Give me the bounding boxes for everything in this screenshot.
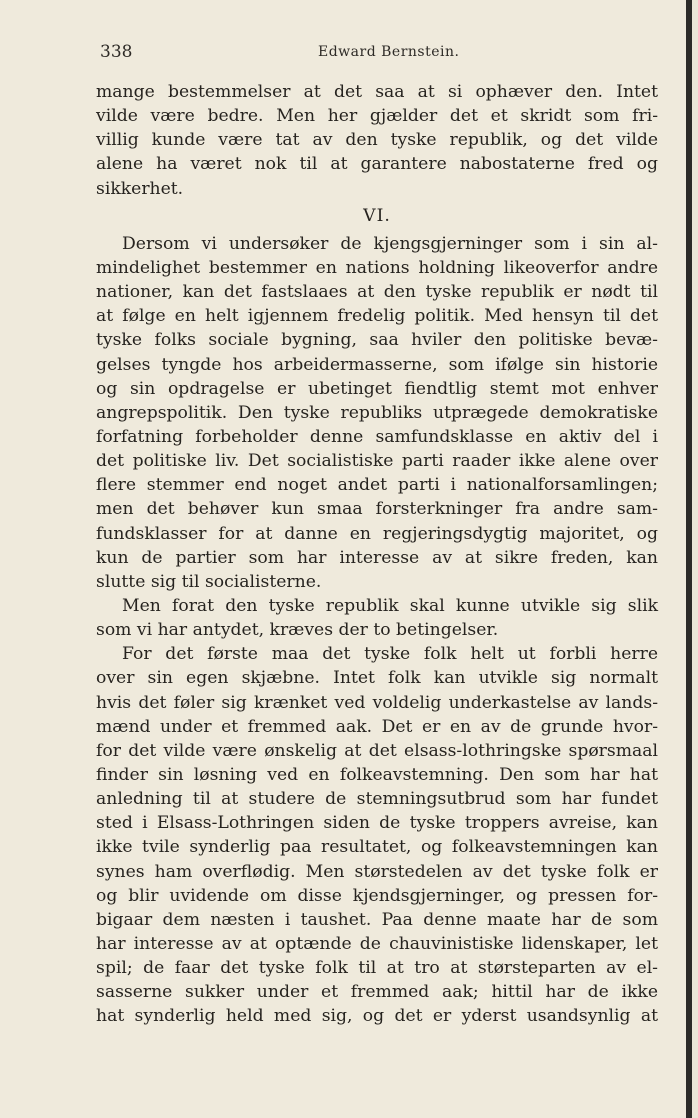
text-line: hat synderlig held med sig, og det er yderst usandsynlig at (96, 1006, 658, 1027)
text-line: Men forat den tyske republik skal kunne utvikle sig slik (122, 595, 658, 616)
text-line: slutte sig til socialisterne. (96, 571, 322, 592)
page-header (100, 42, 660, 66)
text-line: mindelighet bestemmer en nations holdning likeoverfor andre (96, 257, 658, 278)
text-line: gelses tyngde hos arbeidermasserne, som ifølge sin historie (96, 354, 658, 375)
page-body (96, 80, 658, 1028)
text-line: flere stemmer end noget andet parti i nationalforsamlingen; (96, 475, 658, 496)
text-line: bigaar dem næsten i taushet. Paa denne maate har de som (96, 909, 658, 930)
text-line: anledning til at studere de stemningsutbrud som har fundet (96, 789, 658, 810)
section-title: VI. (363, 205, 391, 226)
text-line: alene ha været nok til at garantere nabostaterne fred og (96, 154, 658, 175)
text-line: Dersom vi undersøker de kjengsgjerninger som i sin al- (122, 233, 658, 254)
text-line: tyske folks sociale bygning, saa hviler den politiske bevæ- (96, 330, 658, 351)
text-line: nationer, kan det fastslaaes at den tyske republik er nødt til (96, 282, 658, 303)
text-line: kun de partier som har interesse av at sikre freden, kan (96, 547, 658, 568)
text-line: forfatning forbeholder denne samfundsklasse en aktiv del i (96, 426, 658, 447)
text-line: For det første maa det tyske folk helt ut forbli herre (122, 644, 658, 665)
text-line: for det vilde være ønskelig at det elsass-lothringske spørsmaal (96, 740, 658, 761)
page-edge-shadow (686, 0, 692, 1118)
text-line: villig kunde være tat av den tyske republik, og det vilde (96, 130, 658, 151)
text-line: over sin egen skjæbne. Intet folk kan utvikle sig normalt (96, 668, 658, 689)
running-head: Edward Bernstein. (318, 44, 460, 60)
text-line: men det behøver kun smaa forsterkninger fra andre sam- (96, 499, 658, 520)
text-line: hvis det føler sig krænket ved voldelig underkastelse av lands- (96, 692, 658, 713)
text-line: fundsklasser for at danne en regjeringsdygtig majoritet, og (96, 523, 658, 544)
text-line: angrepspolitik. Den tyske republiks utprægede demokratiske (96, 402, 658, 423)
text-line: sasserne sukker under et fremmed aak; hittil har de ikke (96, 982, 658, 1003)
text-line: spil; de faar det tyske folk til at tro at størsteparten av el- (96, 958, 658, 979)
text-line: ikke tvile synderlig paa resultatet, og folkeavstemningen kan (96, 837, 658, 858)
text-line: finder sin løsning ved en folkeavstemning. Den som har hat (96, 764, 658, 785)
text-line: har interesse av at optænde de chauvinistiske lidenskaper, let (96, 933, 658, 954)
text-line: mange bestemmelser at det saa at si ophæver den. Intet (96, 82, 658, 102)
text-line: sted i Elsass-Lothringen siden de tyske troppers avreise, kan (96, 813, 658, 834)
text-line: som vi har antydet, kræves der to betingelser. (96, 620, 499, 641)
text-line: det politiske liv. Det socialistiske parti raader ikke alene over (96, 451, 658, 472)
text-line: vilde være bedre. Men her gjælder det et skridt som fri- (96, 106, 658, 127)
page-number: 338 (100, 42, 133, 62)
text-line: sikkerhet. (96, 178, 184, 199)
text-line: at følge en helt igjennem fredelig politik. Med hensyn til det (96, 306, 658, 327)
text-line: og sin opdragelse er ubetinget fiendtlig stemt mot enhver (96, 378, 658, 399)
text-line: og blir uvidende om disse kjendsgjerninger, og pressen for- (96, 885, 658, 906)
text-line: synes ham overflødig. Men størstedelen av det tyske folk er (96, 861, 658, 882)
text-line: mænd under et fremmed aak. Det er en av de grunde hvor- (96, 716, 658, 737)
